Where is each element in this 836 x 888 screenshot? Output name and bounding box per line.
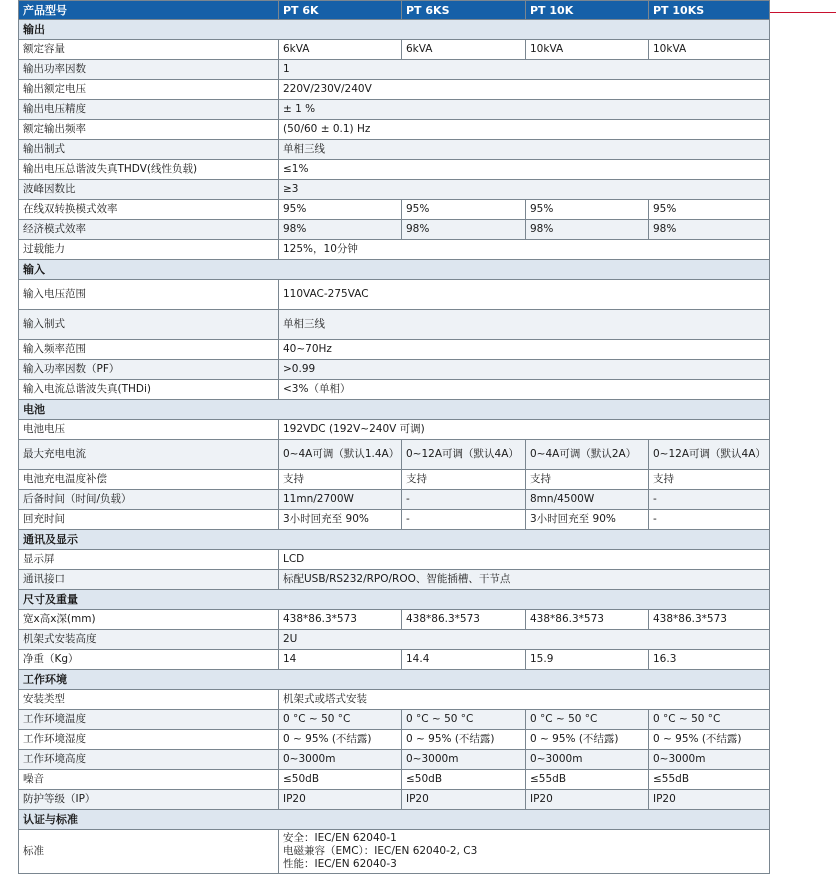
row-value: 单相三线 <box>279 140 770 160</box>
header-row <box>19 1 770 20</box>
row-value: IP20 <box>526 790 649 810</box>
row-label: 电池电压 <box>19 420 279 440</box>
row-label: 净重（Kg） <box>19 650 279 670</box>
row-value: 95% <box>649 200 770 220</box>
row-value: 3小时回充至 90% <box>526 510 649 530</box>
table-row <box>19 570 770 590</box>
row-value: 15.9 <box>526 650 649 670</box>
row-value: 438*86.3*573 <box>526 610 649 630</box>
row-value: 10kVA <box>526 40 649 60</box>
row-value: 95% <box>526 200 649 220</box>
row-value: 16.3 <box>649 650 770 670</box>
row-label: 输入频率范围 <box>19 340 279 360</box>
row-value: 0 °C ~ 50 °C <box>649 710 770 730</box>
row-label: 在线双转换模式效率 <box>19 200 279 220</box>
table-row <box>19 790 770 810</box>
section-title: 输入 <box>19 260 770 280</box>
table-row <box>19 730 770 750</box>
row-value: 1 <box>279 60 770 80</box>
table-row <box>19 440 770 470</box>
table-row <box>19 310 770 340</box>
table-row <box>19 420 770 440</box>
row-value: 0 °C ~ 50 °C <box>402 710 526 730</box>
row-value: ≥3 <box>279 180 770 200</box>
section-title: 通讯及显示 <box>19 530 770 550</box>
section-header <box>19 260 770 280</box>
row-label: 机架式安装高度 <box>19 630 279 650</box>
spec-table <box>18 0 770 874</box>
section-header <box>19 810 770 830</box>
table-row <box>19 630 770 650</box>
row-label: 回充时间 <box>19 510 279 530</box>
table-row <box>19 140 770 160</box>
section-header <box>19 590 770 610</box>
row-label: 显示屏 <box>19 550 279 570</box>
row-value: 安全：IEC/EN 62040-1 电磁兼容（EMC）：IEC/EN 62040-2, C3 性能：IEC/EN 62040-3 <box>279 830 770 874</box>
table-row <box>19 650 770 670</box>
row-value: - <box>402 490 526 510</box>
row-label: 输出制式 <box>19 140 279 160</box>
row-value: ± 1 % <box>279 100 770 120</box>
row-value: 98% <box>279 220 402 240</box>
section-header <box>19 530 770 550</box>
header-model-2: PT 6KS <box>402 1 526 20</box>
row-value: 0 °C ~ 50 °C <box>279 710 402 730</box>
row-value: 0 ~ 95% (不结露) <box>402 730 526 750</box>
row-label: 输出功率因数 <box>19 60 279 80</box>
row-value: 14 <box>279 650 402 670</box>
table-row <box>19 510 770 530</box>
row-label: 输入电压范围 <box>19 280 279 310</box>
section-title: 输出 <box>19 20 770 40</box>
row-value: 0 ~ 95% (不结露) <box>649 730 770 750</box>
row-value: 11mn/2700W <box>279 490 402 510</box>
table-row <box>19 770 770 790</box>
header-model-4: PT 10KS <box>649 1 770 20</box>
header-model-1: PT 6K <box>279 1 402 20</box>
row-value: 125%，10分钟 <box>279 240 770 260</box>
row-label: 安装类型 <box>19 690 279 710</box>
row-value: 支持 <box>649 470 770 490</box>
table-row <box>19 490 770 510</box>
table-row <box>19 160 770 180</box>
row-label: 防护等级（IP） <box>19 790 279 810</box>
row-label: 额定输出频率 <box>19 120 279 140</box>
row-value: 0~4A可调（默认1.4A） <box>279 440 402 470</box>
row-value: 0~3000m <box>649 750 770 770</box>
row-value: 标配USB/RS232/RPO/ROO、智能插槽、干节点 <box>279 570 770 590</box>
row-value: ≤1% <box>279 160 770 180</box>
table-row <box>19 40 770 60</box>
table-row <box>19 100 770 120</box>
row-label: 过载能力 <box>19 240 279 260</box>
section-header <box>19 400 770 420</box>
row-value: 0~3000m <box>279 750 402 770</box>
section-title: 认证与标准 <box>19 810 770 830</box>
row-value: IP20 <box>279 790 402 810</box>
row-value: (50/60 ± 0.1) Hz <box>279 120 770 140</box>
row-value: 单相三线 <box>279 310 770 340</box>
table-row <box>19 610 770 630</box>
row-value: 220V/230V/240V <box>279 80 770 100</box>
row-value: 14.4 <box>402 650 526 670</box>
section-header <box>19 20 770 40</box>
row-value: ≤55dB <box>526 770 649 790</box>
row-value: 0 ~ 95% (不结露) <box>279 730 402 750</box>
row-value: 6kVA <box>279 40 402 60</box>
section-header <box>19 670 770 690</box>
table-row <box>19 220 770 240</box>
row-value: ≤55dB <box>649 770 770 790</box>
row-value: 98% <box>402 220 526 240</box>
row-label: 标准 <box>19 830 279 874</box>
table-row <box>19 470 770 490</box>
row-value: - <box>649 490 770 510</box>
row-value: 95% <box>279 200 402 220</box>
row-value: 10kVA <box>649 40 770 60</box>
row-label: 输入电流总谐波失真(THDi) <box>19 380 279 400</box>
row-label: 输入功率因数（PF） <box>19 360 279 380</box>
table-row <box>19 380 770 400</box>
row-value: 0~12A可调（默认4A） <box>402 440 526 470</box>
table-row <box>19 120 770 140</box>
row-label: 后备时间（时间/负载） <box>19 490 279 510</box>
table-row <box>19 360 770 380</box>
table-row <box>19 60 770 80</box>
row-label: 工作环境湿度 <box>19 730 279 750</box>
table-row <box>19 180 770 200</box>
row-label: 额定容量 <box>19 40 279 60</box>
row-value: 0~12A可调（默认4A） <box>649 440 770 470</box>
row-value: ≤50dB <box>279 770 402 790</box>
row-value: 95% <box>402 200 526 220</box>
row-value: 机架式或塔式安装 <box>279 690 770 710</box>
row-value: - <box>402 510 526 530</box>
row-label: 经济模式效率 <box>19 220 279 240</box>
row-value: 支持 <box>526 470 649 490</box>
row-value: IP20 <box>649 790 770 810</box>
row-value: IP20 <box>402 790 526 810</box>
row-value: 110VAC-275VAC <box>279 280 770 310</box>
row-value: 438*86.3*573 <box>402 610 526 630</box>
row-value: 2U <box>279 630 770 650</box>
row-value: 支持 <box>402 470 526 490</box>
row-value: 98% <box>649 220 770 240</box>
row-label: 输出额定电压 <box>19 80 279 100</box>
row-value: ≤50dB <box>402 770 526 790</box>
row-label: 输入制式 <box>19 310 279 340</box>
row-value: 8mn/4500W <box>526 490 649 510</box>
row-value: 0~3000m <box>526 750 649 770</box>
row-value: >0.99 <box>279 360 770 380</box>
table-row <box>19 200 770 220</box>
row-value: 40~70Hz <box>279 340 770 360</box>
row-value: 0 °C ~ 50 °C <box>526 710 649 730</box>
section-title: 工作环境 <box>19 670 770 690</box>
row-label: 最大充电电流 <box>19 440 279 470</box>
row-value: 6kVA <box>402 40 526 60</box>
section-title: 电池 <box>19 400 770 420</box>
row-value: 192VDC (192V~240V 可调) <box>279 420 770 440</box>
header-product-model: 产品型号 <box>19 1 279 20</box>
row-label: 宽x高x深(mm) <box>19 610 279 630</box>
row-label: 输出电压精度 <box>19 100 279 120</box>
table-row <box>19 240 770 260</box>
table-row <box>19 690 770 710</box>
row-value: 3小时回充至 90% <box>279 510 402 530</box>
row-value: LCD <box>279 550 770 570</box>
table-row <box>19 550 770 570</box>
row-value: 98% <box>526 220 649 240</box>
section-title: 尺寸及重量 <box>19 590 770 610</box>
table-row <box>19 750 770 770</box>
table-row <box>19 280 770 310</box>
table-row <box>19 830 770 874</box>
row-value: <3%（单相） <box>279 380 770 400</box>
top-accent-line <box>770 12 836 13</box>
row-value: 438*86.3*573 <box>279 610 402 630</box>
row-value: 0~4A可调（默认2A） <box>526 440 649 470</box>
row-value: - <box>649 510 770 530</box>
table-row <box>19 340 770 360</box>
row-label: 波峰因数比 <box>19 180 279 200</box>
row-value: 0~3000m <box>402 750 526 770</box>
row-label: 输出电压总谐波失真THDV(线性负载) <box>19 160 279 180</box>
row-value: 438*86.3*573 <box>649 610 770 630</box>
table-row <box>19 710 770 730</box>
row-label: 工作环境高度 <box>19 750 279 770</box>
table-row <box>19 80 770 100</box>
row-label: 电池充电温度补偿 <box>19 470 279 490</box>
row-label: 通讯接口 <box>19 570 279 590</box>
row-value: 支持 <box>279 470 402 490</box>
row-label: 噪音 <box>19 770 279 790</box>
row-value: 0 ~ 95% (不结露) <box>526 730 649 750</box>
row-label: 工作环境温度 <box>19 710 279 730</box>
header-model-3: PT 10K <box>526 1 649 20</box>
